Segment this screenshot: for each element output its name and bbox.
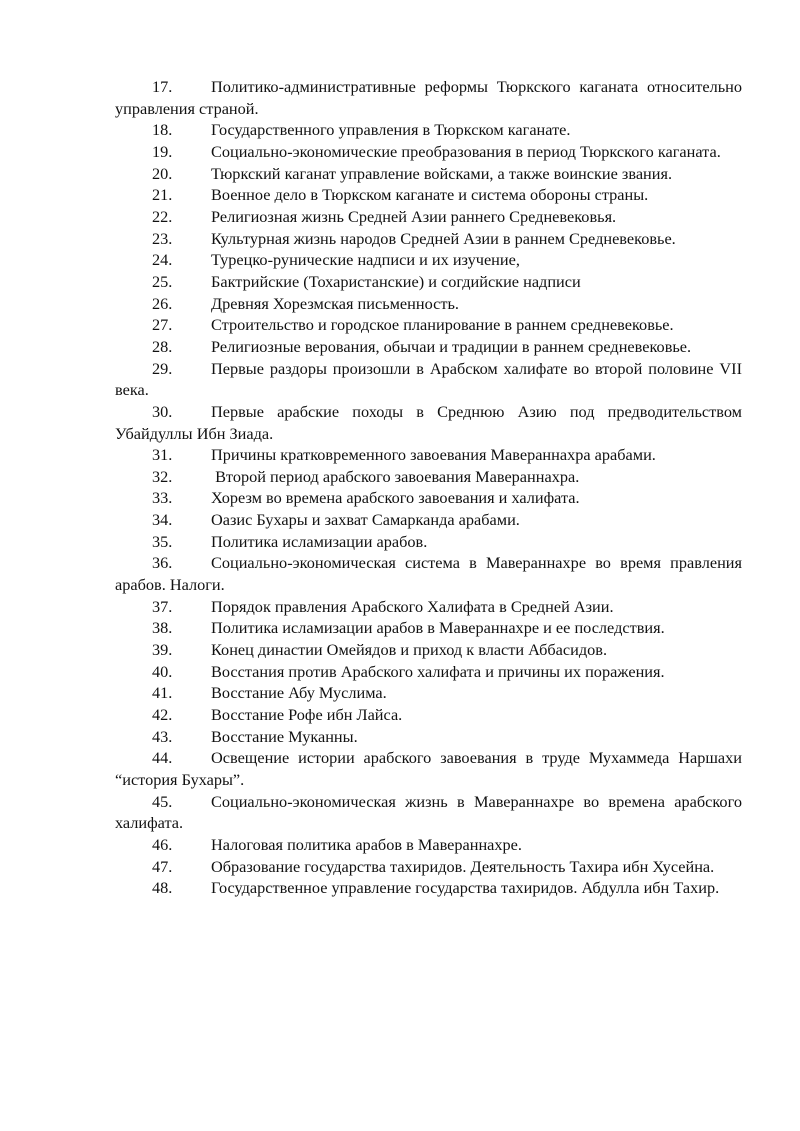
list-item — [115, 314, 742, 336]
list-item-number: 41. — [152, 683, 173, 703]
list-item-number: 26. — [152, 293, 173, 313]
list-item-number: 27. — [152, 315, 173, 335]
list-item-text: Бактрийские (Тохаристанские) и согдийские надписи — [211, 271, 581, 291]
list-item-number: 20. — [152, 163, 173, 183]
list-item-text: Первые раздоры произошли в Арабском халифате во второй половине VII века. — [115, 358, 742, 400]
list-item-number: 28. — [152, 336, 173, 356]
list-item-number: 43. — [152, 726, 173, 746]
list-item-number: 18. — [152, 120, 173, 140]
list-item-number: 31. — [152, 445, 173, 465]
list-item-text: Государственного управления в Тюркском каганате. — [211, 120, 571, 140]
list-item-number: 33. — [152, 488, 173, 508]
list-item — [115, 509, 742, 531]
list-item — [115, 487, 742, 509]
list-item-text: Государственное управление государства тахиридов. Абдулла ибн Тахир. — [211, 878, 720, 898]
list-item-text: Хорезм во времена арабского завоевания и халифата. — [211, 488, 580, 508]
list-item — [115, 444, 742, 466]
list-item-text: Политика исламизации арабов в Мавераннахре и ее последствия. — [211, 618, 665, 638]
list-item-text: Религиозная жизнь Средней Азии раннего Средневековья. — [211, 206, 617, 226]
list-item-number: 42. — [152, 705, 173, 725]
list-item-text: Восстание Абу Муслима. — [211, 683, 387, 703]
list-item-text: Второй период арабского завоевания Мавераннахра. — [211, 466, 580, 486]
list-item-text: Военное дело в Тюркском каганате и система обороны страны. — [211, 185, 649, 205]
list-item — [115, 639, 742, 661]
list-item-number: 36. — [152, 553, 173, 573]
list-item-text: Социально-экономическая система в Мавераннахре во время правления арабов. Налоги. — [115, 553, 742, 595]
list-item — [115, 206, 742, 228]
list-item-text: Первые арабские походы в Среднюю Азию под предводительством Убайдуллы Ибн Зиада. — [115, 401, 742, 443]
list-item-number: 47. — [152, 856, 173, 876]
list-item-text: Конец династии Омейядов и приход к власти Аббасидов. — [211, 640, 608, 660]
list-item — [115, 791, 742, 834]
list-item-number: 38. — [152, 618, 173, 638]
list-item-number: 40. — [152, 661, 173, 681]
list-item — [115, 661, 742, 683]
list-item-number: 19. — [152, 141, 173, 161]
list-item — [115, 271, 742, 293]
list-item-number: 22. — [152, 206, 173, 226]
list-item — [115, 704, 742, 726]
list-item-number: 23. — [152, 228, 173, 248]
list-item-number: 37. — [152, 596, 173, 616]
list-item — [115, 184, 742, 206]
list-item-text: Строительство и городское планирование в раннем средневековье. — [211, 315, 674, 335]
list-item-text: Образование государства тахиридов. Деятельность Тахира ибн Хусейна. — [211, 856, 715, 876]
list-item — [115, 682, 742, 704]
list-item-text: Оазис Бухары и захват Самарканда арабами. — [211, 510, 520, 530]
list-item-text: Религиозные верования, обычаи и традиции в раннем средневековье. — [211, 336, 692, 356]
list-item — [115, 617, 742, 639]
list-item-text: Тюркский каганат управление войсками, а также воинские звания. — [211, 163, 673, 183]
list-item-number: 35. — [152, 531, 173, 551]
list-item — [115, 531, 742, 553]
list-item-number: 17. — [152, 77, 173, 96]
list-item — [115, 249, 742, 271]
list-item — [115, 401, 742, 444]
list-item — [115, 163, 742, 185]
list-item — [115, 596, 742, 618]
list-item-number: 24. — [152, 250, 173, 270]
list-item-text: Порядок правления Арабского Халифата в Средней Азии. — [211, 596, 614, 616]
list-item-text: Освещение истории арабского завоевания в труде Мухаммеда Наршахи “история Бухары”. — [115, 748, 742, 789]
list-item-text: Политико-административные реформы Тюркского каганата относительно управления страной. — [115, 77, 742, 118]
topic-list — [115, 76, 742, 899]
list-item-text: Восстание Рофе ибн Лайса. — [211, 705, 403, 725]
list-item — [115, 877, 742, 899]
list-item — [115, 856, 742, 878]
list-item-number: 39. — [152, 640, 173, 660]
list-item-text: Социально-экономическая жизнь в Мавераннахре во времена арабского халифата. — [115, 791, 742, 833]
list-item — [115, 119, 742, 141]
list-item-text: Политика исламизации арабов. — [211, 531, 428, 551]
list-item-text: Социально-экономические преобразования в период Тюркского каганата. — [211, 141, 721, 161]
list-item — [115, 141, 742, 163]
list-item-text: Восстание Муканны. — [211, 726, 358, 746]
list-item — [115, 358, 742, 401]
list-item — [115, 747, 742, 790]
list-item-number: 21. — [152, 185, 173, 205]
list-item-number: 32. — [152, 466, 173, 486]
list-item-text: Причины кратковременного завоевания Мавераннахра арабами. — [211, 445, 656, 465]
list-item-number: 30. — [152, 401, 173, 421]
list-item-number: 45. — [152, 791, 173, 811]
list-item — [115, 726, 742, 748]
list-item-text: Турецко-рунические надписи и их изучение, — [211, 250, 520, 270]
list-item-text: Восстания против Арабского халифата и причины их поражения. — [211, 661, 665, 681]
list-item-number: 29. — [152, 358, 173, 378]
list-item — [115, 228, 742, 250]
list-item-number: 46. — [152, 834, 173, 854]
list-item-text: Налоговая политика арабов в Мавераннахре. — [211, 834, 522, 854]
list-item-text: Культурная жизнь народов Средней Азии в раннем Средневековье. — [211, 228, 676, 248]
list-item — [115, 834, 742, 856]
list-item-text: Древняя Хорезмская письменность. — [211, 293, 459, 313]
list-item-number: 25. — [152, 271, 173, 291]
list-item-number: 48. — [152, 878, 173, 898]
list-item — [115, 552, 742, 595]
list-item — [115, 76, 742, 119]
list-item-number: 44. — [152, 748, 173, 768]
list-item-number: 34. — [152, 510, 173, 530]
list-item — [115, 293, 742, 315]
list-item — [115, 466, 742, 488]
list-item — [115, 336, 742, 358]
